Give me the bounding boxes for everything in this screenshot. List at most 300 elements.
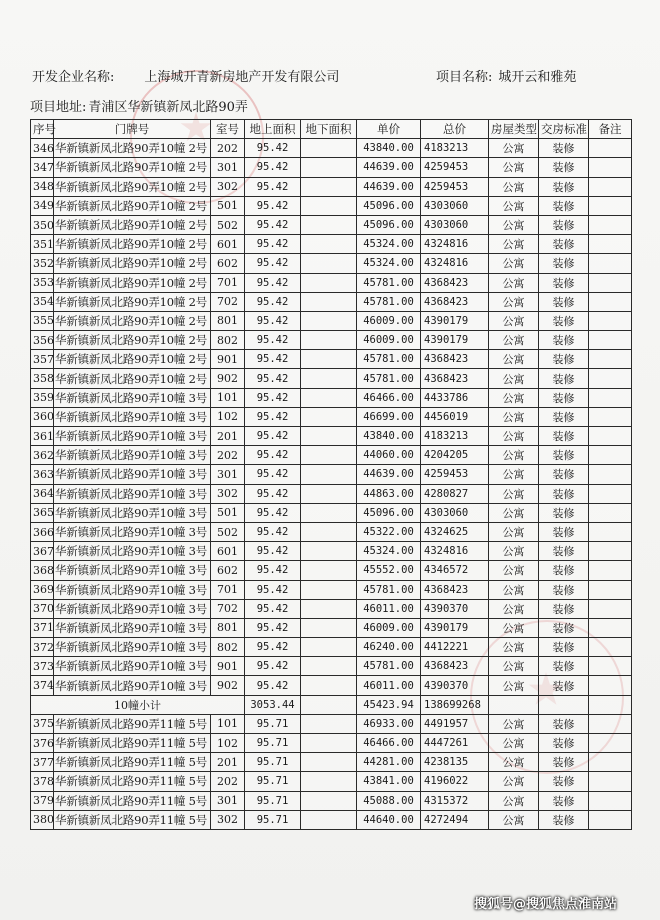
total-price: 4204205 <box>421 446 489 465</box>
house-address: 华新镇新凤北路90弄11幢 5号 <box>54 734 211 753</box>
subtotal-label: 10幢小计 <box>31 695 245 714</box>
delivery-standard: 装修 <box>539 580 589 599</box>
remarks <box>589 657 632 676</box>
underground-area <box>301 388 357 407</box>
unit-price: 45781.00 <box>357 273 421 292</box>
remarks <box>589 714 632 733</box>
total-price: 4259453 <box>421 177 489 196</box>
house-address: 华新镇新凤北路90弄10幢 3号 <box>54 561 211 580</box>
above-ground-area: 95.42 <box>245 292 301 311</box>
house-type: 公寓 <box>489 465 539 484</box>
above-ground-area: 95.42 <box>245 196 301 215</box>
house-address: 华新镇新凤北路90弄10幢 2号 <box>54 196 211 215</box>
underground-area <box>301 311 357 330</box>
row-number: 351 <box>31 235 54 254</box>
house-address: 华新镇新凤北路90弄11幢 5号 <box>54 714 211 733</box>
underground-area <box>301 465 357 484</box>
above-ground-area: 95.42 <box>245 215 301 234</box>
house-address: 华新镇新凤北路90弄10幢 3号 <box>54 427 211 446</box>
table-row <box>31 369 632 388</box>
above-ground-area: 95.42 <box>245 273 301 292</box>
table-row <box>31 427 632 446</box>
house-type: 公寓 <box>489 350 539 369</box>
unit-price: 45781.00 <box>357 350 421 369</box>
row-number: 353 <box>31 273 54 292</box>
unit-price: 46240.00 <box>357 638 421 657</box>
row-number: 374 <box>31 676 54 695</box>
room-number: 501 <box>211 196 245 215</box>
house-type: 公寓 <box>489 407 539 426</box>
delivery-standard: 装修 <box>539 810 589 829</box>
unit-price: 43841.00 <box>357 772 421 791</box>
table-row <box>31 753 632 772</box>
underground-area <box>301 580 357 599</box>
row-number: 355 <box>31 311 54 330</box>
developer-line <box>32 66 339 85</box>
total-price: 4390370 <box>421 676 489 695</box>
room-number: 101 <box>211 714 245 733</box>
unit-price: 46933.00 <box>357 714 421 733</box>
delivery-standard: 装修 <box>539 427 589 446</box>
delivery-standard: 装修 <box>539 638 589 657</box>
house-type: 公寓 <box>489 273 539 292</box>
remarks <box>589 139 632 158</box>
underground-area <box>301 734 357 753</box>
total-price: 4390179 <box>421 331 489 350</box>
room-number: 501 <box>211 503 245 522</box>
total-price: 4368423 <box>421 657 489 676</box>
total-price: 4303060 <box>421 503 489 522</box>
underground-area <box>301 292 357 311</box>
room-number: 101 <box>211 388 245 407</box>
table-row <box>31 254 632 273</box>
delivery-standard: 装修 <box>539 350 589 369</box>
column-header: 序号 <box>31 120 54 139</box>
house-type: 公寓 <box>489 657 539 676</box>
row-number: 347 <box>31 158 54 177</box>
house-address: 华新镇新凤北路90弄10幢 3号 <box>54 542 211 561</box>
row-number: 380 <box>31 810 54 829</box>
table-row <box>31 388 632 407</box>
row-number: 366 <box>31 522 54 541</box>
delivery-standard: 装修 <box>539 676 589 695</box>
house-address: 华新镇新凤北路90弄11幢 5号 <box>54 772 211 791</box>
house-address: 华新镇新凤北路90弄10幢 2号 <box>54 139 211 158</box>
subtotal-empty-cell <box>589 695 632 714</box>
delivery-standard: 装修 <box>539 791 589 810</box>
row-number: 356 <box>31 331 54 350</box>
house-type: 公寓 <box>489 676 539 695</box>
row-number: 376 <box>31 734 54 753</box>
house-type: 公寓 <box>489 311 539 330</box>
house-address: 华新镇新凤北路90弄10幢 3号 <box>54 618 211 637</box>
above-ground-area: 95.42 <box>245 580 301 599</box>
room-number: 802 <box>211 331 245 350</box>
delivery-standard: 装修 <box>539 542 589 561</box>
unit-price: 46009.00 <box>357 331 421 350</box>
remarks <box>589 561 632 580</box>
above-ground-area: 95.42 <box>245 139 301 158</box>
unit-price: 45096.00 <box>357 196 421 215</box>
underground-area <box>301 503 357 522</box>
row-number: 352 <box>31 254 54 273</box>
delivery-standard: 装修 <box>539 369 589 388</box>
column-header: 交房标准 <box>539 120 589 139</box>
room-number: 601 <box>211 542 245 561</box>
room-number: 102 <box>211 734 245 753</box>
total-price: 4346572 <box>421 561 489 580</box>
room-number: 802 <box>211 638 245 657</box>
remarks <box>589 254 632 273</box>
room-number: 902 <box>211 676 245 695</box>
house-type: 公寓 <box>489 561 539 580</box>
table-row <box>31 465 632 484</box>
house-address: 华新镇新凤北路90弄10幢 2号 <box>54 177 211 196</box>
delivery-standard: 装修 <box>539 158 589 177</box>
total-price: 4280827 <box>421 484 489 503</box>
room-number: 202 <box>211 446 245 465</box>
subtotal-underground-area <box>301 695 357 714</box>
table-row <box>31 772 632 791</box>
row-number: 363 <box>31 465 54 484</box>
delivery-standard: 装修 <box>539 657 589 676</box>
above-ground-area: 95.71 <box>245 753 301 772</box>
unit-price: 44060.00 <box>357 446 421 465</box>
room-number: 201 <box>211 427 245 446</box>
row-number: 369 <box>31 580 54 599</box>
room-number: 801 <box>211 311 245 330</box>
remarks <box>589 177 632 196</box>
underground-area <box>301 254 357 273</box>
above-ground-area: 95.42 <box>245 618 301 637</box>
room-number: 702 <box>211 292 245 311</box>
remarks <box>589 580 632 599</box>
remarks <box>589 618 632 637</box>
room-number: 502 <box>211 215 245 234</box>
unit-price: 46011.00 <box>357 599 421 618</box>
total-price: 4183213 <box>421 427 489 446</box>
underground-area <box>301 331 357 350</box>
table-row <box>31 273 632 292</box>
row-number: 377 <box>31 753 54 772</box>
house-address: 华新镇新凤北路90弄10幢 3号 <box>54 503 211 522</box>
underground-area <box>301 158 357 177</box>
house-type: 公寓 <box>489 791 539 810</box>
underground-area <box>301 484 357 503</box>
project-line <box>436 66 576 85</box>
house-address: 华新镇新凤北路90弄10幢 2号 <box>54 273 211 292</box>
row-number: 354 <box>31 292 54 311</box>
row-number: 362 <box>31 446 54 465</box>
remarks <box>589 388 632 407</box>
unit-price: 44640.00 <box>357 810 421 829</box>
total-price: 4368423 <box>421 273 489 292</box>
house-type: 公寓 <box>489 599 539 618</box>
remarks <box>589 215 632 234</box>
address-label: 项目地址: <box>30 100 87 115</box>
house-type: 公寓 <box>489 446 539 465</box>
total-price: 4324816 <box>421 235 489 254</box>
table-row <box>31 235 632 254</box>
underground-area <box>301 235 357 254</box>
unit-price: 45322.00 <box>357 522 421 541</box>
row-number: 367 <box>31 542 54 561</box>
above-ground-area: 95.42 <box>245 350 301 369</box>
table-row <box>31 331 632 350</box>
remarks <box>589 427 632 446</box>
above-ground-area: 95.71 <box>245 791 301 810</box>
house-type: 公寓 <box>489 638 539 657</box>
house-address: 华新镇新凤北路90弄11幢 5号 <box>54 753 211 772</box>
delivery-standard: 装修 <box>539 753 589 772</box>
delivery-standard: 装修 <box>539 331 589 350</box>
total-price: 4368423 <box>421 580 489 599</box>
unit-price: 45552.00 <box>357 561 421 580</box>
house-address: 华新镇新凤北路90弄10幢 3号 <box>54 446 211 465</box>
room-number: 102 <box>211 407 245 426</box>
table-row <box>31 791 632 810</box>
house-type: 公寓 <box>489 503 539 522</box>
underground-area <box>301 139 357 158</box>
table-row <box>31 810 632 829</box>
project-name: 城开云和雅苑 <box>498 70 577 85</box>
house-type: 公寓 <box>489 235 539 254</box>
table-row <box>31 522 632 541</box>
row-number: 348 <box>31 177 54 196</box>
above-ground-area: 95.42 <box>245 407 301 426</box>
subtotal-unit-price: 45423.94 <box>357 695 421 714</box>
unit-price: 45781.00 <box>357 292 421 311</box>
room-number: 202 <box>211 772 245 791</box>
unit-price: 44863.00 <box>357 484 421 503</box>
table-row <box>31 714 632 733</box>
room-number: 801 <box>211 618 245 637</box>
house-type: 公寓 <box>489 331 539 350</box>
above-ground-area: 95.42 <box>245 657 301 676</box>
remarks <box>589 407 632 426</box>
row-number: 346 <box>31 139 54 158</box>
remarks <box>589 676 632 695</box>
unit-price: 45096.00 <box>357 503 421 522</box>
remarks <box>589 331 632 350</box>
house-type: 公寓 <box>489 254 539 273</box>
above-ground-area: 95.42 <box>245 388 301 407</box>
house-address: 华新镇新凤北路90弄10幢 2号 <box>54 292 211 311</box>
underground-area <box>301 638 357 657</box>
room-number: 201 <box>211 753 245 772</box>
underground-area <box>301 791 357 810</box>
total-price: 4324816 <box>421 542 489 561</box>
table-row <box>31 618 632 637</box>
total-price: 4456019 <box>421 407 489 426</box>
table-row <box>31 676 632 695</box>
table-row <box>31 177 632 196</box>
underground-area <box>301 177 357 196</box>
house-type: 公寓 <box>489 484 539 503</box>
underground-area <box>301 753 357 772</box>
room-number: 302 <box>211 810 245 829</box>
above-ground-area: 95.42 <box>245 177 301 196</box>
house-address: 华新镇新凤北路90弄10幢 2号 <box>54 254 211 273</box>
unit-price: 45324.00 <box>357 235 421 254</box>
underground-area <box>301 676 357 695</box>
house-type: 公寓 <box>489 734 539 753</box>
table-row <box>31 215 632 234</box>
unit-price: 43840.00 <box>357 139 421 158</box>
above-ground-area: 95.71 <box>245 714 301 733</box>
delivery-standard: 装修 <box>539 561 589 580</box>
row-number: 375 <box>31 714 54 733</box>
unit-price: 45088.00 <box>357 791 421 810</box>
remarks <box>589 484 632 503</box>
total-price: 4324625 <box>421 522 489 541</box>
price-table <box>30 119 632 830</box>
house-address: 华新镇新凤北路90弄10幢 3号 <box>54 657 211 676</box>
room-number: 302 <box>211 177 245 196</box>
total-price: 4315372 <box>421 791 489 810</box>
delivery-standard: 装修 <box>539 292 589 311</box>
house-address: 华新镇新凤北路90弄10幢 3号 <box>54 580 211 599</box>
house-type: 公寓 <box>489 714 539 733</box>
unit-price: 46466.00 <box>357 734 421 753</box>
total-price: 4259453 <box>421 158 489 177</box>
unit-price: 46699.00 <box>357 407 421 426</box>
row-number: 358 <box>31 369 54 388</box>
row-number: 379 <box>31 791 54 810</box>
room-number: 901 <box>211 350 245 369</box>
room-number: 502 <box>211 522 245 541</box>
house-address: 华新镇新凤北路90弄10幢 2号 <box>54 331 211 350</box>
unit-price: 44639.00 <box>357 465 421 484</box>
row-number: 365 <box>31 503 54 522</box>
remarks <box>589 350 632 369</box>
above-ground-area: 95.42 <box>245 638 301 657</box>
remarks <box>589 791 632 810</box>
underground-area <box>301 369 357 388</box>
house-type: 公寓 <box>489 618 539 637</box>
column-header: 门牌号 <box>54 120 211 139</box>
unit-price: 44639.00 <box>357 158 421 177</box>
table-row <box>31 158 632 177</box>
row-number: 378 <box>31 772 54 791</box>
house-type: 公寓 <box>489 292 539 311</box>
house-address: 华新镇新凤北路90弄10幢 2号 <box>54 311 211 330</box>
house-address: 华新镇新凤北路90弄10幢 3号 <box>54 599 211 618</box>
room-number: 602 <box>211 561 245 580</box>
above-ground-area: 95.42 <box>245 369 301 388</box>
source-watermark: 搜狐号@搜狐焦点淮南站 <box>474 897 618 912</box>
total-price: 4196022 <box>421 772 489 791</box>
table-row <box>31 638 632 657</box>
underground-area <box>301 657 357 676</box>
house-type: 公寓 <box>489 215 539 234</box>
delivery-standard: 装修 <box>539 599 589 618</box>
house-type: 公寓 <box>489 522 539 541</box>
table-row <box>31 657 632 676</box>
row-number: 371 <box>31 618 54 637</box>
house-address: 华新镇新凤北路90弄10幢 3号 <box>54 465 211 484</box>
total-price: 4491957 <box>421 714 489 733</box>
table-row <box>31 139 632 158</box>
above-ground-area: 95.42 <box>245 599 301 618</box>
table-row <box>31 350 632 369</box>
table-row <box>31 196 632 215</box>
remarks <box>589 734 632 753</box>
house-address: 华新镇新凤北路90弄10幢 3号 <box>54 638 211 657</box>
total-price: 4259453 <box>421 465 489 484</box>
column-header: 单价 <box>357 120 421 139</box>
address-line <box>30 96 248 115</box>
above-ground-area: 95.42 <box>245 484 301 503</box>
remarks <box>589 196 632 215</box>
above-ground-area: 95.42 <box>245 427 301 446</box>
house-type: 公寓 <box>489 139 539 158</box>
unit-price: 44281.00 <box>357 753 421 772</box>
delivery-standard: 装修 <box>539 734 589 753</box>
column-header: 地上面积 <box>245 120 301 139</box>
underground-area <box>301 772 357 791</box>
row-number: 349 <box>31 196 54 215</box>
above-ground-area: 95.71 <box>245 810 301 829</box>
column-header: 总价 <box>421 120 489 139</box>
delivery-standard: 装修 <box>539 618 589 637</box>
above-ground-area: 95.71 <box>245 734 301 753</box>
house-address: 华新镇新凤北路90弄10幢 2号 <box>54 350 211 369</box>
subtotal-row <box>31 695 632 714</box>
table-row <box>31 292 632 311</box>
unit-price: 46466.00 <box>357 388 421 407</box>
house-address: 华新镇新凤北路90弄10幢 2号 <box>54 158 211 177</box>
room-number: 202 <box>211 139 245 158</box>
remarks <box>589 311 632 330</box>
subtotal-empty-cell <box>489 695 539 714</box>
row-number: 364 <box>31 484 54 503</box>
delivery-standard: 装修 <box>539 772 589 791</box>
table-row <box>31 599 632 618</box>
total-price: 4412221 <box>421 638 489 657</box>
row-number: 361 <box>31 427 54 446</box>
delivery-standard: 装修 <box>539 215 589 234</box>
total-price: 4303060 <box>421 215 489 234</box>
room-number: 902 <box>211 369 245 388</box>
room-number: 301 <box>211 158 245 177</box>
unit-price: 44639.00 <box>357 177 421 196</box>
underground-area <box>301 561 357 580</box>
table-row <box>31 503 632 522</box>
remarks <box>589 638 632 657</box>
remarks <box>589 542 632 561</box>
total-price: 4390370 <box>421 599 489 618</box>
delivery-standard: 装修 <box>539 522 589 541</box>
delivery-standard: 装修 <box>539 139 589 158</box>
room-number: 301 <box>211 465 245 484</box>
unit-price: 46011.00 <box>357 676 421 695</box>
house-type: 公寓 <box>489 196 539 215</box>
above-ground-area: 95.42 <box>245 676 301 695</box>
row-number: 359 <box>31 388 54 407</box>
unit-price: 45324.00 <box>357 542 421 561</box>
room-number: 601 <box>211 235 245 254</box>
above-ground-area: 95.42 <box>245 254 301 273</box>
house-type: 公寓 <box>489 772 539 791</box>
column-header: 室号 <box>211 120 245 139</box>
above-ground-area: 95.42 <box>245 311 301 330</box>
house-address: 华新镇新凤北路90弄10幢 3号 <box>54 522 211 541</box>
delivery-standard: 装修 <box>539 446 589 465</box>
remarks <box>589 235 632 254</box>
unit-price: 43840.00 <box>357 427 421 446</box>
table-header-row <box>31 120 632 139</box>
